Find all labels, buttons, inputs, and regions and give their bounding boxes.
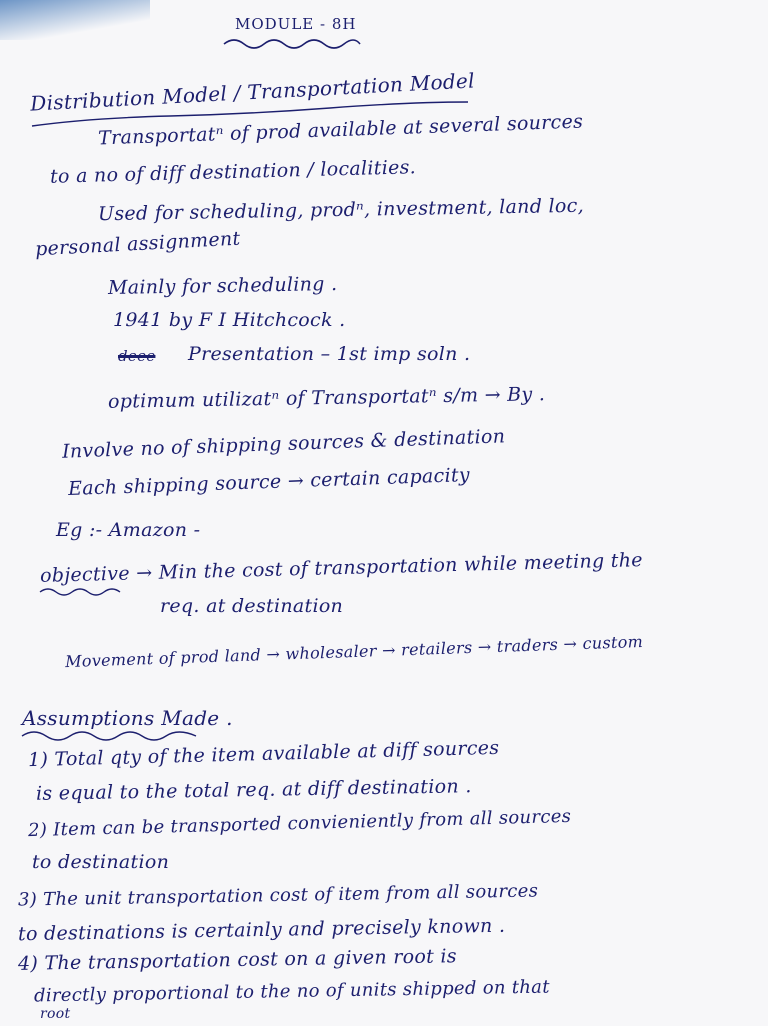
text-line: Mainly for scheduling . (107, 273, 338, 299)
text-line: Used for scheduling, prodⁿ, investment, land loc, (97, 194, 585, 226)
text-line: Each shipping source → certain capacity (67, 463, 471, 501)
title-underline (222, 36, 362, 50)
assumption-line: 2) Item can be transported convieniently from all sources (27, 805, 572, 842)
text-line: Eg :- Amazon - (56, 519, 201, 541)
text-line: Involve no of shipping sources & destination (61, 425, 506, 463)
assumption-line: to destination (32, 851, 170, 873)
section-heading: Distribution Model / Transportation Model (29, 68, 476, 116)
text-line: objective → Min the cost of transportation while meeting the (39, 549, 644, 587)
objective-underline (38, 586, 128, 598)
text-line: optimum utilizatⁿ of Transportatⁿ s/m → By . (107, 383, 546, 413)
text-line: req. at destination (160, 595, 344, 617)
page-corner-shadow (0, 0, 150, 40)
assumption-line: 1) Total qty of the item available at diff sources (27, 736, 500, 772)
assumption-line: root (40, 1006, 71, 1022)
text-line: Transportatⁿ of prod available at several sources (97, 110, 584, 150)
assumption-line: 4) The transportation cost on a given root is (17, 945, 458, 975)
assumption-line: 3) The unit transportation cost of item from all sources (17, 880, 539, 911)
assumption-line: is equal to the total req. at diff destination . (35, 775, 472, 805)
text-line: Movement of prod land → wholesaler → retailers → traders → custom (64, 631, 644, 672)
assumption-line: directly proportional to the no of units shipped on that (33, 976, 550, 1007)
assumption-line: to destinations is certainly and precisely known . (17, 914, 506, 946)
assumptions-underline (20, 728, 200, 742)
struck-word: deee (118, 347, 156, 365)
text-line: personal assignment (34, 227, 241, 261)
text-line: 1941 by F I Hitchcock . (113, 309, 346, 331)
text-line: to a no of diff destination / localities. (49, 156, 417, 188)
assumptions-heading: Assumptions Made . (22, 706, 233, 730)
text-line: Presentation – 1st imp soln . (188, 343, 471, 365)
module-title: MODULE - 8H (235, 15, 357, 33)
